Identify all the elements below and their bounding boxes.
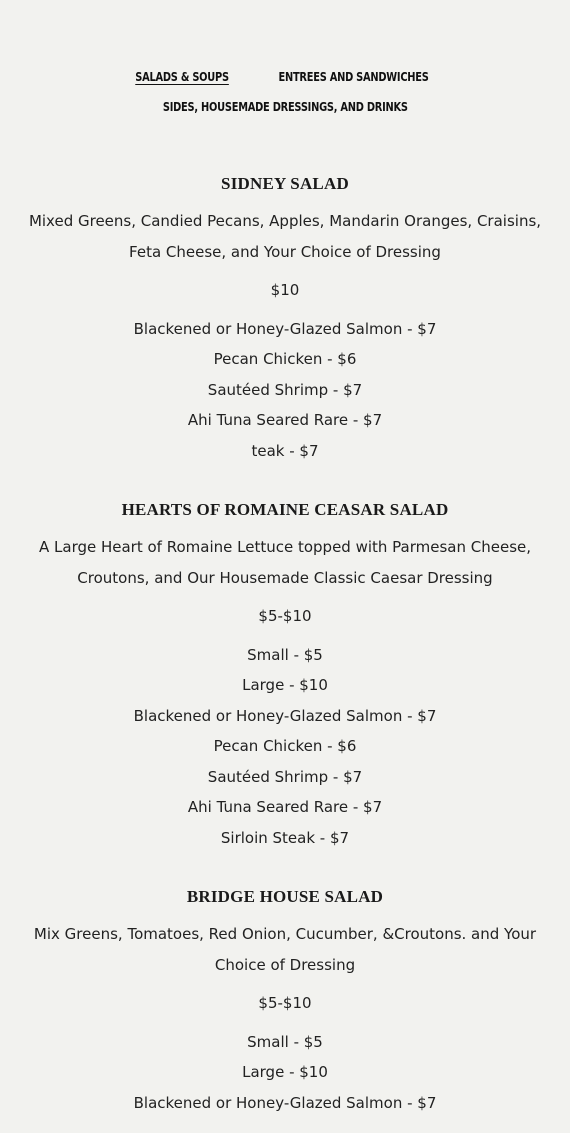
- addon-line: Blackened or Honey-Glazed Salmon - $7: [133, 1093, 437, 1112]
- item-name: HEARTS OF ROMAINE CEASAR SALAD: [121, 500, 449, 519]
- menu-items: [0, 170, 570, 1133]
- item-description: Mixed Greens, Candied Pecans, Apples, Mandarin Oranges, Craisins, Feta Cheese, and Your Choice of Dressing: [28, 212, 542, 261]
- item-price: $5-$10: [258, 994, 312, 1012]
- addon-line: teak - $7: [251, 441, 319, 460]
- addon-line: Blackened or Honey-Glazed Salmon - $7: [133, 319, 437, 338]
- addon-line: Large - $10: [242, 676, 328, 694]
- addon-line: Ahi Tuna Seared Rare - $7: [187, 798, 383, 816]
- tab-row-1: [0, 62, 570, 92]
- tab-sides-dressings-drinks[interactable]: SIDES, HOUSEMADE DRESSINGS, AND DRINKS: [162, 100, 408, 114]
- item-price: $5-$10: [258, 607, 312, 625]
- tab-entrees-sandwiches[interactable]: ENTREES AND SANDWICHES: [277, 70, 429, 84]
- addon-line: Ahi Tuna Seared Rare - $7: [187, 411, 383, 429]
- menu-item-romaine-caesar-salad: [0, 496, 570, 853]
- item-name: BRIDGE HOUSE SALAD: [186, 887, 384, 906]
- addon-line: Sautéed Shrimp - $7: [207, 380, 363, 399]
- item-description: Mix Greens, Tomatoes, Red Onion, Cucumber, &Croutons. and Your Choice of Dressing: [33, 925, 537, 974]
- menu-item-sidney-salad: [0, 170, 570, 466]
- menu-item-bridge-house-salad: [0, 883, 570, 1118]
- addon-line: Small - $5: [247, 1032, 323, 1051]
- addon-line: Sirloin Steak - $7: [220, 828, 350, 847]
- item-name: SIDNEY SALAD: [221, 174, 349, 193]
- addon-line: Pecan Chicken - $6: [213, 737, 357, 755]
- menu-category-tabs: [0, 62, 570, 122]
- addon-line: Sautéed Shrimp - $7: [207, 767, 363, 786]
- addon-line: Large - $10: [242, 1063, 328, 1081]
- tab-row-2: [0, 92, 570, 122]
- item-price: $10: [270, 281, 300, 299]
- tab-salads-soups[interactable]: SALADS & SOUPS: [135, 70, 230, 84]
- addon-line: Blackened or Honey-Glazed Salmon - $7: [133, 706, 437, 725]
- item-description: A Large Heart of Romaine Lettuce topped with Parmesan Cheese, Croutons, and Our Housemade Classic Caesar Dressing: [38, 538, 532, 587]
- addon-line: Pecan Chicken - $6: [213, 350, 357, 368]
- addon-line: Small - $5: [247, 645, 323, 664]
